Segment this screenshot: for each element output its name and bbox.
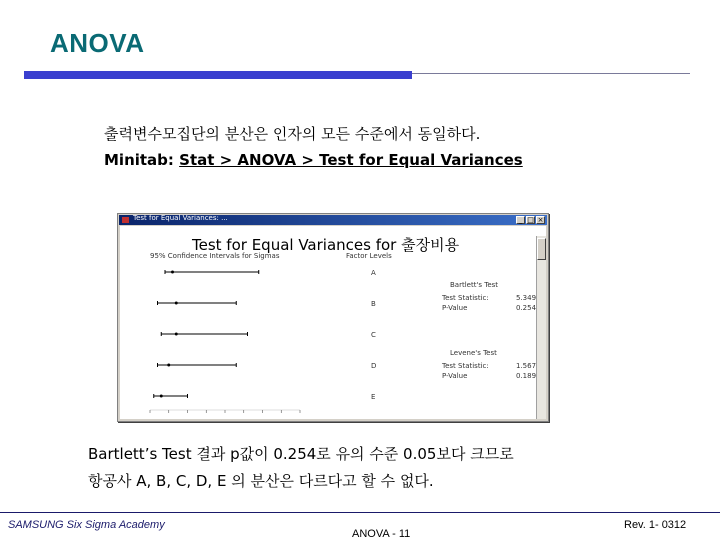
maximize-button[interactable]: □	[527, 216, 534, 224]
bartlett-stat-value: 5.349	[516, 294, 537, 302]
factor-level-label: D	[371, 362, 377, 370]
interval-point-D	[167, 364, 170, 367]
close-button[interactable]: ×	[537, 216, 544, 224]
levene-label: Levene's Test	[450, 349, 497, 357]
minitab-graph-window[interactable]	[117, 213, 549, 422]
slide-title: ANOVA	[50, 28, 145, 58]
minitab-path	[104, 151, 523, 169]
bartlett-p-value: 0.254	[516, 304, 537, 312]
factor-levels-subtitle: Factor Levels	[346, 252, 392, 260]
window-controls	[516, 216, 545, 224]
title-accent-bar	[24, 71, 412, 79]
graph-title: Test for Equal Variances for 출장비용	[192, 236, 460, 254]
conclusion-line-2: 항공사 A, B, C, D, E 의 분산은 다르다고 할 수 없다.	[88, 472, 434, 490]
levene-stat-label: Test Statistic:	[442, 362, 489, 370]
factor-level-label: E	[371, 393, 376, 401]
interval-point-B	[175, 302, 178, 305]
minimize-button[interactable]: _	[516, 216, 525, 224]
interval-point-E	[160, 395, 163, 398]
minitab-label: Minitab:	[104, 151, 180, 169]
bartlett-stat-label: Test Statistic:	[442, 294, 489, 302]
vertical-scrollbar[interactable]	[536, 236, 546, 419]
levene-stat-value: 1.567	[516, 362, 537, 370]
menu-path: Stat > ANOVA > Test for Equal Variances	[179, 151, 523, 169]
scrollbar-thumb[interactable]	[537, 238, 546, 260]
interval-point-C	[175, 333, 178, 336]
footer-divider	[0, 512, 720, 513]
window-title: Test for Equal Variances: ...	[133, 214, 228, 222]
ci-subtitle: 95% Confidence Intervals for Sigmas	[150, 252, 280, 260]
page-number: ANOVA - 11	[352, 528, 411, 540]
levene-p-value: 0.189	[516, 372, 537, 380]
bartlett-label: Bartlett's Test	[450, 281, 499, 289]
revision: Rev. 1- 0312	[624, 519, 687, 531]
factor-level-label: C	[371, 331, 376, 339]
minitab-app-icon	[122, 217, 129, 223]
title-divider	[412, 73, 690, 74]
factor-level-label: B	[371, 300, 376, 308]
levene-p-label: P-Value	[442, 372, 468, 380]
footer-academy: SAMSUNG Six Sigma Academy	[8, 519, 165, 531]
hypothesis-text: 출력변수모집단의 분산은 인자의 모든 수준에서 동일하다.	[104, 125, 481, 143]
graph-area	[120, 226, 546, 419]
interval-plot	[120, 244, 420, 419]
interval-point-A	[171, 271, 174, 274]
window-titlebar[interactable]	[119, 215, 547, 225]
factor-level-label: A	[371, 269, 376, 277]
conclusion-line-1: Bartlett’s Test 결과 p값이 0.254로 유의 수준 0.05보다 크므로	[88, 445, 514, 463]
bartlett-p-label: P-Value	[442, 304, 468, 312]
